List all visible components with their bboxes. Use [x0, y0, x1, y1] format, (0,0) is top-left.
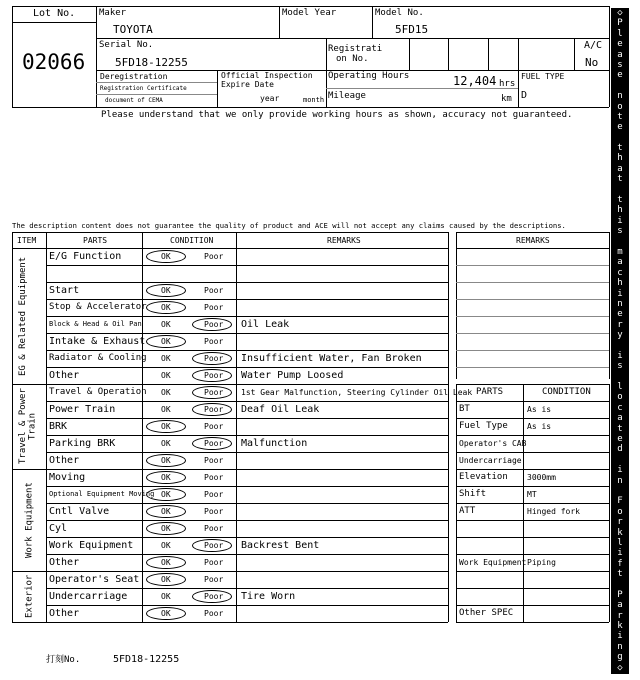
location-notice-sidebar — [611, 8, 629, 674]
ok-label: OK — [161, 286, 171, 295]
poor-label: Poor — [204, 337, 224, 346]
part-label: Other — [49, 455, 80, 466]
group-label-text: Travel & Power Train — [18, 388, 38, 465]
table-row-line — [46, 333, 448, 334]
poor-label: Poor — [204, 439, 224, 448]
sidebar-char: h — [617, 205, 623, 216]
col-item-header: ITEM — [17, 236, 37, 245]
poor-label: Poor — [204, 592, 224, 601]
ok-circle-mark — [146, 471, 186, 484]
poor-label: Poor — [204, 286, 224, 295]
right-row-line — [456, 622, 609, 623]
registration-label-1: Registrati — [328, 44, 383, 54]
ok-circle-mark — [146, 607, 186, 620]
sidebar-char: r — [617, 319, 623, 330]
ok-label: OK — [161, 252, 171, 261]
remark-text: Insufficient Water, Fan Broken — [241, 353, 422, 364]
table-row-line — [46, 299, 448, 300]
ok-label: OK — [161, 303, 171, 312]
sidebar-char: y — [617, 330, 623, 341]
group-label-text: Exterior — [24, 574, 35, 619]
ok-label: OK — [161, 354, 171, 363]
official-inspection-label-2: Expire Date — [221, 80, 274, 89]
hrs-label: hrs — [499, 79, 516, 89]
sidebar-char: i — [617, 288, 623, 299]
right-condition-value: As is — [527, 405, 552, 414]
registration-certificate-label: Registration Certificate — [100, 85, 187, 92]
sidebar-char: d — [617, 444, 623, 455]
hours-notice: Please understand that we only provide working hours as shown, accuracy not guaranteed. — [101, 110, 573, 120]
official-inspection-label-1: Official Inspection — [221, 71, 313, 80]
sidebar-char: e — [617, 309, 623, 320]
table-row-line — [46, 265, 448, 266]
deregistration-label: Deregistration — [100, 72, 168, 81]
cema-label: document of CEMA — [105, 97, 163, 104]
sidebar-char: i — [617, 215, 623, 226]
table-row-line — [46, 537, 448, 538]
sidebar-char: P — [617, 18, 623, 29]
table-row-line — [46, 452, 448, 453]
remark-text: Deaf Oil Leak — [241, 404, 320, 415]
right-row-line — [456, 605, 609, 606]
sidebar-char: e — [617, 122, 623, 133]
poor-label: Poor — [204, 388, 224, 397]
lot-no-value: 02066 — [22, 50, 86, 74]
right-row-line — [456, 469, 609, 470]
ok-label: OK — [161, 439, 171, 448]
part-label: Power Train — [49, 404, 116, 415]
right-parts-header: PARTS — [476, 387, 504, 397]
right-part-label: Undercarriage — [459, 456, 522, 465]
ok-circle-mark — [146, 522, 186, 535]
part-label: Cyl — [49, 523, 68, 534]
group-label — [16, 384, 44, 469]
part-label: Stop & Accelerator — [49, 302, 147, 312]
part-label: Work Equipment — [49, 540, 134, 551]
sidebar-char: h — [617, 153, 623, 164]
ok-circle-mark — [146, 335, 186, 348]
remarks-row-line — [456, 265, 609, 266]
table-row-line — [46, 486, 448, 487]
table-row-line — [46, 350, 448, 351]
col-remarks-header: REMARKS — [327, 236, 361, 245]
sidebar-char: a — [617, 49, 623, 60]
part-label: Intake & Exhaust — [49, 336, 146, 347]
table-row-line — [46, 435, 448, 436]
ok-circle-mark — [146, 454, 186, 467]
sidebar-char: k — [617, 527, 623, 538]
ok-circle-mark — [146, 556, 186, 569]
group-label — [16, 571, 44, 622]
poor-label: Poor — [204, 524, 224, 533]
poor-label: Poor — [204, 320, 224, 329]
right-row-line — [456, 503, 609, 504]
operating-hours-label: Operating Hours — [328, 71, 410, 81]
model-no-value: 5FD15 — [395, 23, 429, 36]
sidebar-char: P — [617, 589, 623, 600]
ok-label: OK — [161, 507, 171, 516]
table-row-line — [46, 367, 448, 368]
serial-no-label: Serial No. — [99, 40, 154, 50]
part-label: Cntl Valve — [49, 506, 110, 517]
col-condition-header: CONDITION — [170, 236, 214, 245]
ok-circle-mark — [146, 573, 186, 586]
group-divider — [12, 384, 448, 385]
table-row-line — [46, 401, 448, 402]
remark-text: Oil Leak — [241, 319, 290, 330]
sidebar-char: i — [617, 465, 623, 476]
poor-circle-mark — [192, 437, 232, 450]
right-part-label: BT — [459, 404, 470, 414]
part-label: Block & Head & Oil Pan — [49, 320, 142, 328]
right-row-line — [456, 486, 609, 487]
group-divider — [12, 469, 448, 470]
poor-label: Poor — [204, 490, 224, 499]
right-row-line — [456, 554, 609, 555]
table-row-line — [46, 588, 448, 589]
fuel-type-value: D — [521, 90, 528, 101]
ok-label: OK — [161, 592, 171, 601]
group-label-text: EG & Related Equipment — [18, 256, 28, 376]
group-divider — [12, 622, 448, 623]
poor-label: Poor — [204, 473, 224, 482]
poor-label: Poor — [204, 354, 224, 363]
ok-label: OK — [161, 541, 171, 550]
poor-circle-mark — [192, 590, 232, 603]
ok-label: OK — [161, 558, 171, 567]
sidebar-char: l — [617, 28, 623, 39]
right-part-label: Shift — [459, 489, 487, 499]
sidebar-char: s — [617, 59, 623, 70]
sidebar-char: n — [617, 298, 623, 309]
poor-label: Poor — [204, 507, 224, 516]
ok-label: OK — [161, 337, 171, 346]
remarks-row-line — [456, 316, 609, 317]
part-label: Start — [49, 285, 80, 296]
registration-label-2: on No. — [336, 54, 369, 64]
poor-label: Poor — [204, 303, 224, 312]
table-row-line — [46, 282, 448, 283]
sidebar-char: o — [617, 506, 623, 517]
poor-label: Poor — [204, 541, 224, 550]
sidebar-char: m — [617, 246, 623, 257]
sidebar-char: c — [617, 402, 623, 413]
part-label: E/G Function — [49, 251, 122, 262]
table-row-line — [46, 520, 448, 521]
part-label: BRK — [49, 421, 68, 432]
sidebar-char: i — [617, 631, 623, 642]
table-row-line — [46, 418, 448, 419]
right-condition-value: Hinged fork — [527, 507, 580, 516]
poor-circle-mark — [192, 352, 232, 365]
right-row-line — [456, 571, 609, 572]
model-year-label: Model Year — [282, 8, 337, 18]
sidebar-char: i — [617, 350, 623, 361]
right-part-label: Operator's CAB — [459, 439, 527, 448]
remark-text: Water Pump Loosed — [241, 370, 344, 381]
sidebar-char: a — [617, 413, 623, 424]
right-condition-header: CONDITION — [542, 387, 591, 397]
right-row-line — [456, 537, 609, 538]
poor-circle-mark — [192, 403, 232, 416]
right-condition-value: Piping — [527, 558, 556, 567]
poor-label: Poor — [204, 405, 224, 414]
right-part-label: Other SPEC — [459, 608, 514, 618]
remark-text: Malfunction — [241, 438, 308, 449]
poor-label: Poor — [204, 371, 224, 380]
ok-label: OK — [161, 490, 171, 499]
sidebar-char: e — [617, 434, 623, 445]
ok-label: OK — [161, 320, 171, 329]
sidebar-char: f — [617, 558, 623, 569]
remark-text: Tire Worn — [241, 591, 296, 602]
ok-circle-mark — [146, 505, 186, 518]
part-label: Radiator & Cooling — [49, 353, 147, 363]
right-part-label: ATT — [459, 506, 476, 516]
ok-label: OK — [161, 388, 171, 397]
poor-circle-mark — [192, 539, 232, 552]
sidebar-char: e — [617, 39, 623, 50]
remarks-row-line — [456, 282, 609, 283]
right-condition-value: MT — [527, 490, 537, 499]
remark-text: Backrest Bent — [241, 540, 320, 551]
remarks-row-line — [456, 333, 609, 334]
maker-value: TOYOTA — [113, 23, 153, 36]
right-remarks-header: REMARKS — [516, 236, 550, 245]
sidebar-char: t — [617, 143, 623, 154]
remarks-row-line — [456, 367, 609, 368]
poor-circle-mark — [192, 318, 232, 331]
model-no-label: Model No. — [375, 8, 424, 18]
col-parts-header: PARTS — [83, 236, 108, 245]
ok-circle-mark — [146, 420, 186, 433]
operating-hours-value: 12,404 — [453, 74, 497, 88]
sidebar-char: n — [617, 641, 623, 652]
right-row-line — [456, 452, 609, 453]
sidebar-char: e — [617, 70, 623, 81]
sidebar-char: g — [617, 652, 623, 663]
sidebar-char: t — [617, 195, 623, 206]
part-label: Undercarriage — [49, 591, 128, 602]
fuel-type-label: FUEL TYPE — [521, 72, 565, 81]
sidebar-char: t — [617, 111, 623, 122]
stamp-no: 5FD18-12255 — [113, 654, 180, 665]
group-label — [16, 248, 44, 384]
part-label: Travel & Operation — [49, 387, 147, 397]
serial-no-value: 5FD18-12255 — [115, 56, 188, 69]
table-row-line — [46, 554, 448, 555]
remarks-row-line — [456, 350, 609, 351]
sidebar-char: a — [617, 257, 623, 268]
part-label: Parking BRK — [49, 438, 116, 449]
sidebar-char: n — [617, 91, 623, 102]
ok-circle-mark — [146, 488, 186, 501]
year-label: year — [260, 94, 280, 103]
ok-circle-mark — [146, 284, 186, 297]
sidebar-char: a — [617, 163, 623, 174]
ok-label: OK — [161, 456, 171, 465]
km-label: km — [501, 94, 512, 104]
ok-label: OK — [161, 524, 171, 533]
table-row-line — [46, 316, 448, 317]
group-label — [16, 469, 44, 571]
part-label: Moving — [49, 472, 86, 483]
ok-label: OK — [161, 609, 171, 618]
sidebar-char: s — [617, 361, 623, 372]
poor-label: Poor — [204, 456, 224, 465]
part-label: Other — [49, 557, 80, 568]
sidebar-char: l — [617, 537, 623, 548]
sidebar-char: r — [617, 517, 623, 528]
right-row-line — [456, 435, 609, 436]
poor-label: Poor — [204, 575, 224, 584]
ok-label: OK — [161, 575, 171, 584]
part-label: Optional Equipment Moving — [49, 490, 155, 498]
group-label-text: Work Equipment — [24, 482, 35, 558]
lot-no-label: Lot No. — [33, 8, 76, 19]
right-part-label: Fuel Type — [459, 421, 508, 431]
right-row-line — [456, 520, 609, 521]
poor-label: Poor — [204, 558, 224, 567]
group-divider — [12, 571, 448, 572]
ok-circle-mark — [146, 301, 186, 314]
remarks-row-line — [456, 299, 609, 300]
sidebar-char: l — [617, 382, 623, 393]
sidebar-char: t — [617, 174, 623, 185]
poor-label: Poor — [204, 609, 224, 618]
mileage-label: Mileage — [328, 91, 366, 101]
sidebar-char: t — [617, 423, 623, 434]
sidebar-char: k — [617, 621, 623, 632]
ok-label: OK — [161, 422, 171, 431]
part-label: Other — [49, 608, 80, 619]
right-row-line — [456, 418, 609, 419]
sidebar-char: o — [617, 101, 623, 112]
poor-label: Poor — [204, 422, 224, 431]
sidebar-char: c — [617, 267, 623, 278]
sidebar-char: i — [617, 548, 623, 559]
month-label: month — [303, 96, 325, 104]
sidebar-char: r — [617, 610, 623, 621]
remark-text: 1st Gear Malfunction, Steering Cylinder Oil Leak — [241, 388, 473, 397]
sidebar-char: t — [617, 569, 623, 580]
ok-circle-mark — [146, 250, 186, 263]
part-label: Other — [49, 370, 80, 381]
right-condition-value: 3000mm — [527, 473, 556, 482]
sidebar-char: ◇ — [617, 8, 623, 18]
ac-value: No — [585, 56, 599, 69]
sidebar-char: ◇ — [617, 662, 623, 673]
sidebar-char: s — [617, 226, 623, 237]
ok-label: OK — [161, 371, 171, 380]
stamp-label: 打刻No. — [46, 655, 81, 665]
poor-circle-mark — [192, 386, 232, 399]
sidebar-char: n — [617, 475, 623, 486]
ok-label: OK — [161, 405, 171, 414]
table-row-line — [46, 605, 448, 606]
right-condition-value: As is — [527, 422, 552, 431]
disclaimer: The description content does not guarantee the quality of product and ACE will not accept any claims caused by the descriptions. — [12, 221, 566, 230]
ok-label: OK — [161, 473, 171, 482]
sidebar-char: h — [617, 278, 623, 289]
table-row-line — [46, 503, 448, 504]
right-row-line — [456, 588, 609, 589]
part-label: Operator's Seat — [49, 574, 140, 585]
poor-circle-mark — [192, 369, 232, 382]
right-part-label: Elevation — [459, 472, 508, 482]
ac-label: A/C — [584, 40, 603, 51]
sidebar-char: o — [617, 392, 623, 403]
sidebar-char: F — [617, 496, 623, 507]
maker-label: Maker — [99, 8, 127, 18]
right-part-label: Work Equipment — [459, 558, 527, 567]
sidebar-char: a — [617, 600, 623, 611]
poor-label: Poor — [204, 252, 224, 261]
